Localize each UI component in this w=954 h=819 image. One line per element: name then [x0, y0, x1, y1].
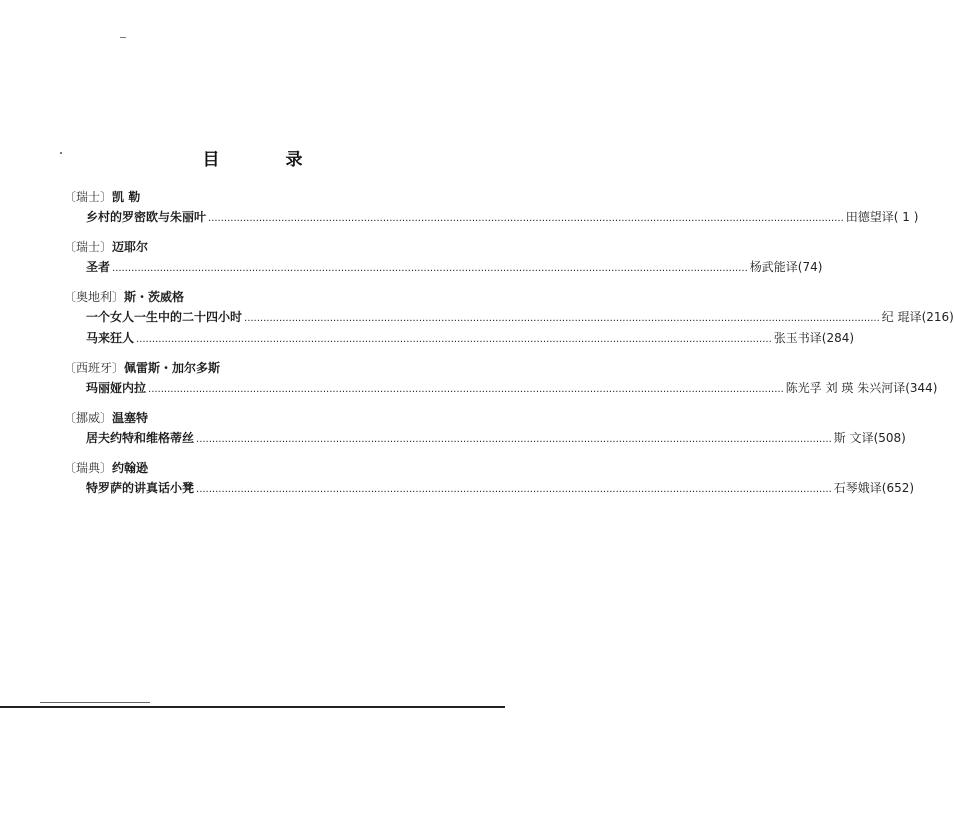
toc-entry[interactable]: [64, 207, 919, 228]
table-of-contents: [64, 188, 954, 509]
work-title: 特罗萨的讲真话小凳: [86, 481, 195, 495]
author-heading: [64, 288, 414, 307]
work-title: 玛丽娅内拉: [86, 381, 147, 395]
dot-leader: ........................................................................................................................................................................................................: [196, 434, 832, 445]
toc-section: [64, 188, 919, 228]
page-number: (284): [821, 331, 855, 345]
scan-speck: [60, 152, 62, 154]
translator: 陈光孚 刘 瑛 朱兴河译: [785, 381, 906, 395]
work-title: 一个女人一生中的二十四小时: [86, 310, 243, 324]
author-name: 佩雷斯・加尔多斯: [124, 361, 221, 375]
dot-leader: ........................................................................................................................................................................................................: [136, 334, 772, 345]
toc-entry[interactable]: [64, 378, 938, 399]
author-name: 凯 勒: [112, 190, 141, 204]
toc-entry[interactable]: [64, 428, 906, 449]
author-heading: [64, 238, 414, 257]
work-title: 居夫约特和维格蒂丝: [86, 431, 195, 445]
dot-leader: ........................................................................................................................................................................................................: [244, 313, 880, 324]
dot-leader: ........................................................................................................................................................................................................: [148, 384, 784, 395]
author-heading: [64, 409, 414, 428]
page-number: ( 1 ): [893, 210, 919, 224]
author-country: 〔奥地利〕: [64, 290, 125, 304]
author-name: 温塞特: [112, 411, 149, 425]
author-country: 〔瑞典〕: [64, 461, 113, 475]
author-country: 〔西班牙〕: [64, 361, 125, 375]
author-name: 斯・茨威格: [124, 290, 185, 304]
work-title: 乡村的罗密欧与朱丽叶: [86, 210, 207, 224]
translator: 田德望译: [845, 210, 894, 224]
toc-section: [64, 288, 954, 349]
toc-entry[interactable]: [64, 257, 823, 278]
translator: 张玉书译: [773, 331, 822, 345]
scan-rule-fragment: [40, 702, 150, 703]
translator: 纪 琨译: [881, 310, 922, 324]
toc-entry[interactable]: [64, 307, 954, 328]
bottom-rule: [0, 706, 505, 708]
toc-section: [64, 359, 938, 399]
page-number: (216): [921, 310, 954, 324]
page-title: 目 录: [202, 150, 333, 170]
toc-section: [64, 409, 906, 449]
work-title: 圣者: [86, 260, 111, 274]
author-heading: [64, 188, 414, 207]
dot-leader: ........................................................................................................................................................................................................: [196, 484, 832, 495]
author-name: 迈耶尔: [112, 240, 149, 254]
page-number: (74): [797, 260, 823, 274]
page-number: (344): [905, 381, 938, 395]
toc-entry[interactable]: [64, 478, 915, 499]
author-country: 〔瑞士〕: [64, 240, 113, 254]
translator: 杨武能译: [749, 260, 798, 274]
scan-speck: [120, 37, 126, 38]
author-heading: [64, 459, 414, 478]
work-title: 马来狂人: [86, 331, 135, 345]
dot-leader: ........................................................................................................................................................................................................: [208, 213, 844, 224]
toc-section: [64, 238, 823, 278]
translator: 石琴娥译: [833, 481, 882, 495]
page-number: (652): [881, 481, 915, 495]
author-heading: [64, 359, 414, 378]
toc-entry[interactable]: [64, 328, 855, 349]
author-country: 〔挪威〕: [64, 411, 113, 425]
toc-section: [64, 459, 915, 499]
author-name: 约翰逊: [112, 461, 149, 475]
translator: 斯 文译: [833, 431, 874, 445]
page-number: (508): [873, 431, 906, 445]
dot-leader: ........................................................................................................................................................................................................: [112, 263, 748, 274]
author-country: 〔瑞士〕: [64, 190, 113, 204]
